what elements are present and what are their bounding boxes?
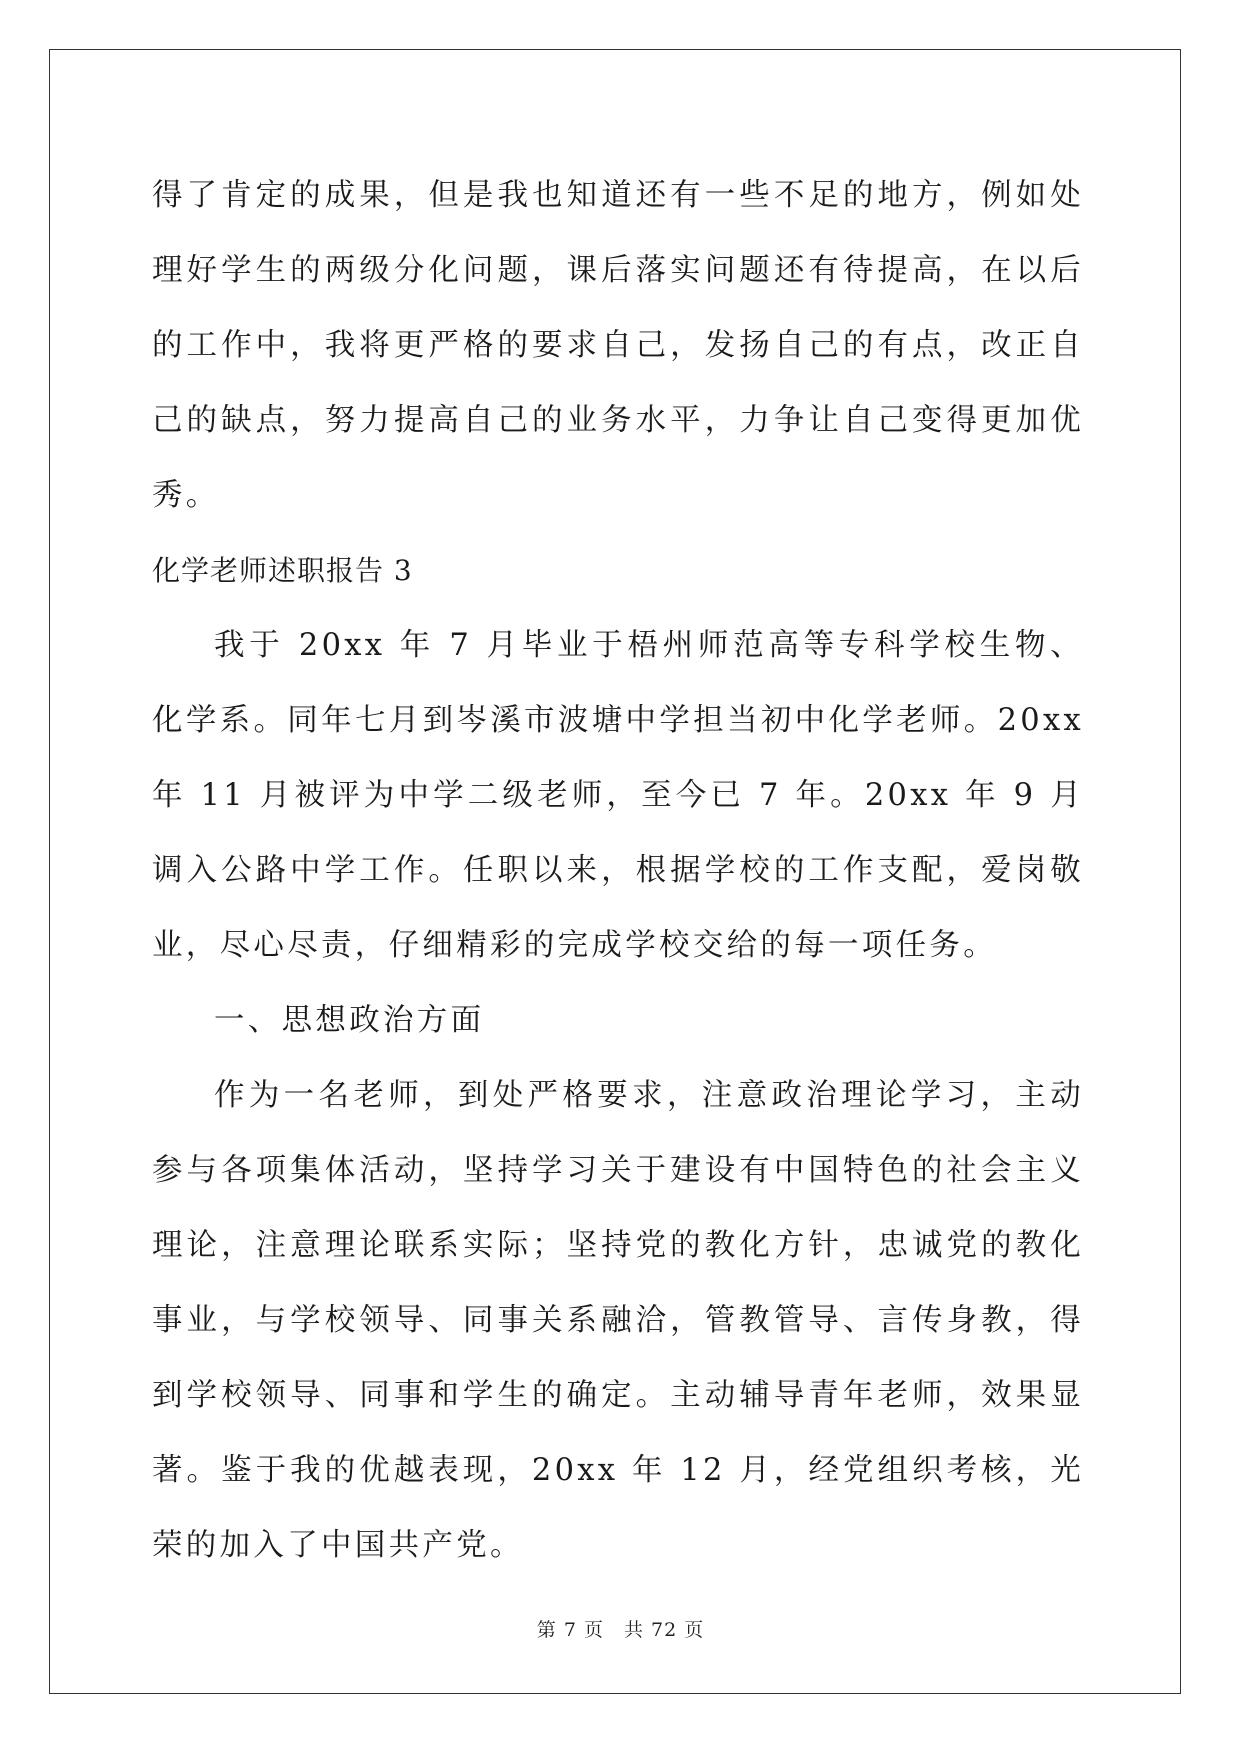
paragraph-intro: 我于 20xx 年 7 月毕业于梧州师范高等专科学校生物、化学系。同年七月到岑溪市波塘中学担当初中化学老师。20xx 年 11 月被评为中学二级老师，至今已 7 年。20xx 年 9 月调入公路中学工作。任职以来，根据学校的工作支配，爱岗敬业，尽心尽责，仔细精彩的完成学校交给的每一项任务。	[152, 628, 1084, 963]
document-body	[152, 158, 1084, 1583]
paragraph-political: 作为一名老师，到处严格要求，注意政治理论学习，主动参与各项集体活动，坚持学习关于建设有中国特色的社会主义理论，注意理论联系实际；坚持党的教化方针，忠诚党的教化事业，与学校领导、同事关系融洽，管教管导、言传身教，得到学校领导、同事和学生的确定。主动辅导青年老师，效果显著。鉴于我的优越表现，20xx 年 12 月，经党组织考核，光荣的加入了中国共产党。	[152, 1078, 1084, 1563]
section-title: 化学老师述职报告 3	[152, 554, 413, 587]
subsection-heading: 一、思想政治方面	[214, 1003, 485, 1038]
paragraph-continued: 得了肯定的成果，但是我也知道还有一些不足的地方，例如处理好学生的两级分化问题，课后落实问题还有待提高，在以后的工作中，我将更严格的要求自己，发扬自己的有点，改正自己的缺点，努力提高自己的业务水平，力争让自己变得更加优秀。	[152, 178, 1084, 513]
page-number: 第 7 页 共 72 页	[536, 1619, 705, 1641]
